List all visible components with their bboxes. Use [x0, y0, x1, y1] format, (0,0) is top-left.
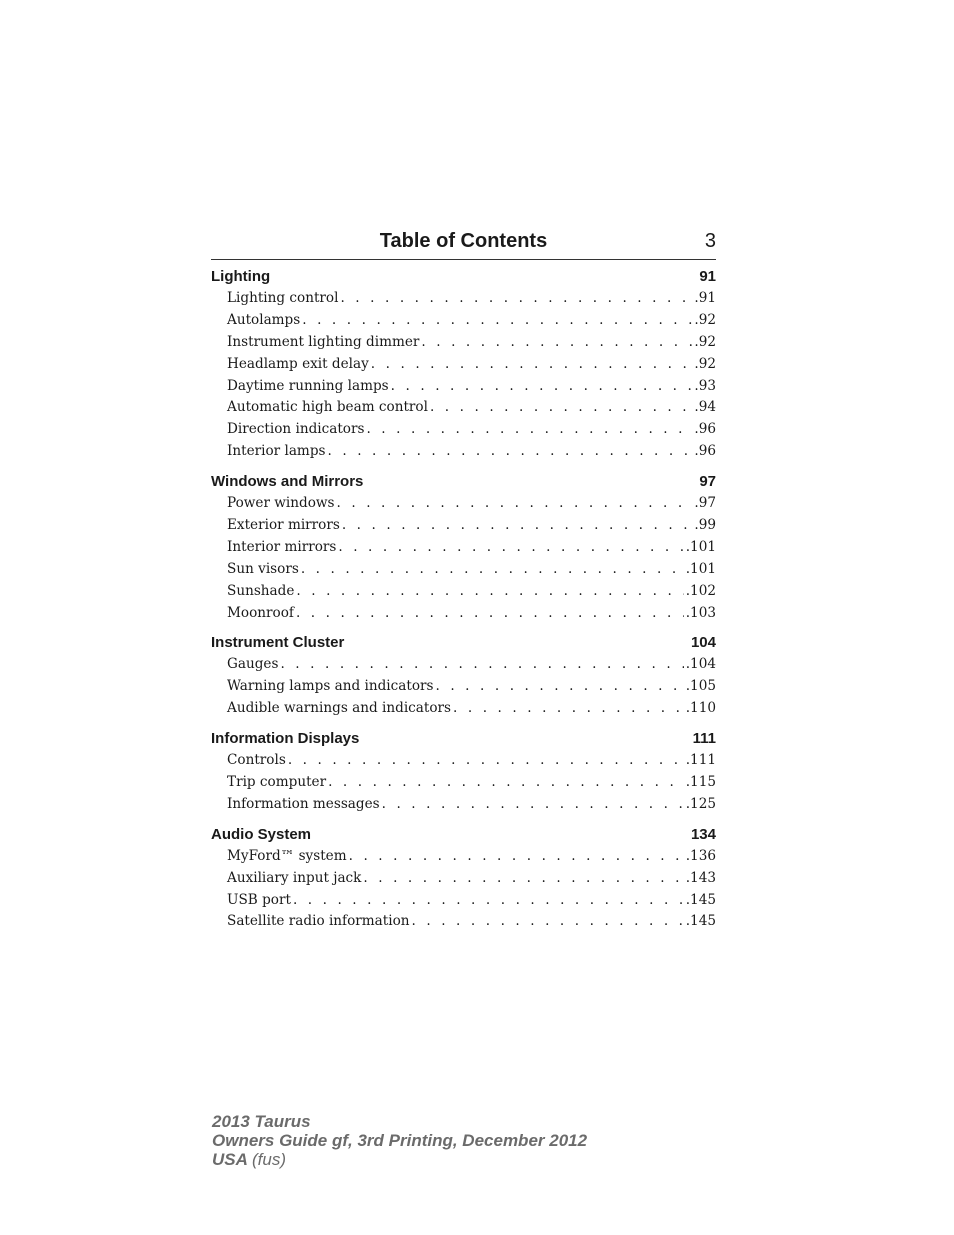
toc-entry[interactable]	[211, 676, 716, 698]
entry-page: .103	[685, 604, 716, 621]
toc-section	[211, 470, 716, 624]
dot-leader	[366, 419, 692, 441]
dot-leader	[337, 493, 693, 515]
page-header	[211, 226, 716, 260]
footer	[212, 1112, 587, 1169]
dot-leader	[302, 310, 692, 332]
entry-page: .110	[685, 700, 716, 717]
entry-label: Autolamps	[227, 311, 301, 328]
dot-leader	[421, 332, 692, 354]
dot-leader	[301, 559, 684, 581]
section-title: Information Displays	[211, 730, 360, 748]
dot-leader	[328, 441, 693, 463]
section-title: Windows and Mirrors	[211, 473, 364, 491]
entry-page: .102	[685, 582, 716, 599]
footer-market	[212, 1150, 587, 1169]
toc-entry[interactable]	[211, 581, 716, 603]
toc-entry[interactable]	[211, 376, 716, 398]
entry-label: Sunshade	[227, 582, 295, 599]
entry-label: Sun visors	[227, 560, 299, 577]
entry-label: MyFord™ system	[227, 847, 347, 864]
entry-page: .92	[694, 355, 716, 372]
dot-leader	[296, 603, 684, 625]
dot-leader	[338, 537, 683, 559]
dot-leader	[342, 515, 693, 537]
entry-label: Automatic high beam control	[227, 399, 428, 416]
entry-page: .97	[694, 495, 716, 512]
entry-label: Interior mirrors	[227, 538, 337, 555]
entry-page: .96	[694, 421, 716, 438]
dot-leader	[296, 581, 683, 603]
page-title: Table of Contents	[379, 230, 548, 252]
toc-entry[interactable]	[211, 419, 716, 441]
entry-page: .99	[694, 517, 716, 534]
dot-leader	[371, 354, 693, 376]
toc-section-heading[interactable]	[211, 823, 716, 846]
toc-section-heading[interactable]	[211, 470, 716, 493]
toc-section	[211, 823, 716, 934]
toc-entry[interactable]	[211, 794, 716, 816]
section-page: 134	[690, 825, 716, 843]
entry-page: .145	[685, 891, 716, 908]
dot-leader	[412, 911, 684, 933]
toc-entry[interactable]	[211, 441, 716, 463]
dot-leader	[340, 288, 692, 310]
toc-entry[interactable]	[211, 846, 716, 868]
toc-section-heading[interactable]	[211, 631, 716, 654]
entry-label: Satellite radio information	[227, 913, 410, 930]
toc-section	[211, 631, 716, 720]
dot-leader	[436, 676, 684, 698]
entry-label: USB port	[227, 891, 291, 908]
entry-label: Warning lamps and indicators	[227, 678, 434, 695]
section-page: 104	[690, 634, 716, 652]
toc-section-heading[interactable]	[211, 727, 716, 750]
toc-entry[interactable]	[211, 698, 716, 720]
entry-page: .92	[694, 311, 716, 328]
dot-leader	[349, 846, 684, 868]
toc-entry[interactable]	[211, 559, 716, 581]
entry-page: .136	[685, 847, 716, 864]
toc-entry[interactable]	[211, 288, 716, 310]
toc-entry[interactable]	[211, 603, 716, 625]
toc-entry[interactable]	[211, 750, 716, 772]
entry-label: Trip computer	[227, 774, 327, 791]
entry-label: Lighting control	[227, 290, 339, 306]
toc-entry[interactable]	[211, 354, 716, 376]
dot-leader	[363, 868, 683, 890]
page-number: 3	[704, 230, 716, 252]
entry-page: .143	[685, 869, 716, 886]
section-page: 111	[692, 730, 716, 748]
footer-country: USA	[212, 1150, 248, 1169]
footer-model: 2013 Taurus	[212, 1112, 311, 1131]
toc-entry[interactable]	[211, 537, 716, 559]
entry-label: Moonroof	[227, 604, 294, 621]
section-page: 91	[699, 268, 716, 285]
entry-label: Controls	[227, 752, 286, 769]
toc-entry[interactable]	[211, 310, 716, 332]
entry-page: .105	[685, 678, 716, 695]
entry-page: .104	[685, 656, 716, 673]
section-title: Instrument Cluster	[211, 634, 345, 652]
toc-section-heading[interactable]	[211, 265, 716, 288]
entry-page: .96	[694, 443, 716, 460]
entry-page: .93	[694, 377, 716, 394]
dot-leader	[453, 698, 684, 720]
entry-label: Gauges	[227, 656, 279, 673]
entry-label: Headlamp exit delay	[227, 355, 369, 372]
entry-page: .101	[685, 560, 716, 577]
entry-label: Power windows	[227, 495, 335, 512]
toc-entry[interactable]	[211, 332, 716, 354]
entry-page: .115	[685, 774, 716, 791]
toc-entry[interactable]	[211, 397, 716, 419]
entry-page: .101	[685, 538, 716, 555]
toc-section	[211, 265, 716, 463]
entry-label: Direction indicators	[227, 421, 365, 438]
entry-page: .111	[685, 752, 716, 769]
dot-leader	[382, 794, 684, 816]
entry-page: .91	[694, 290, 716, 306]
dot-leader	[391, 376, 693, 398]
dot-leader	[430, 397, 692, 419]
dot-leader	[328, 772, 684, 794]
entry-label: Information messages	[227, 795, 380, 812]
entry-label: Daytime running lamps	[227, 377, 389, 394]
entry-page: .92	[694, 333, 716, 350]
toc-entry[interactable]	[211, 515, 716, 537]
footer-edition: Owners Guide gf, 3rd Printing, December 2012	[212, 1131, 588, 1150]
entry-page: .125	[685, 795, 716, 812]
toc-entry[interactable]	[211, 911, 716, 933]
entry-label: Instrument lighting dimmer	[227, 333, 420, 350]
toc-entry[interactable]	[211, 772, 716, 794]
footer-code: (fus)	[252, 1150, 286, 1169]
toc-entry[interactable]	[211, 890, 716, 912]
toc-entry[interactable]	[211, 493, 716, 515]
section-title: Lighting	[211, 268, 271, 285]
table-of-contents	[211, 265, 716, 940]
entry-page: .94	[694, 399, 716, 416]
entry-page: .145	[685, 913, 716, 930]
dot-leader	[293, 890, 684, 912]
section-page: 97	[699, 473, 716, 491]
section-title: Audio System	[211, 825, 312, 843]
entry-label: Interior lamps	[227, 443, 326, 460]
entry-label: Auxiliary input jack	[227, 869, 362, 886]
dot-leader	[288, 750, 684, 772]
toc-section	[211, 727, 716, 816]
dot-leader	[280, 654, 683, 676]
toc-entry[interactable]	[211, 868, 716, 890]
entry-label: Audible warnings and indicators	[227, 700, 452, 717]
entry-label: Exterior mirrors	[227, 517, 340, 534]
toc-entry[interactable]	[211, 654, 716, 676]
